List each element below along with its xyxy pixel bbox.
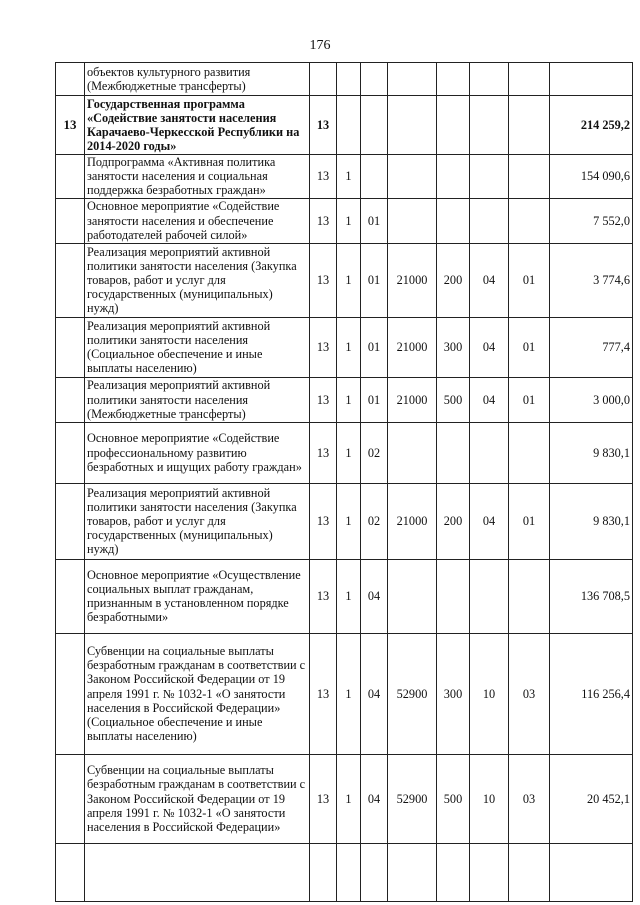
amount-cell xyxy=(550,96,633,155)
section-code-cell xyxy=(470,633,509,754)
subprogram-code-cell xyxy=(337,198,361,243)
expense-type-code: 200 xyxy=(443,514,463,528)
section-code-cell xyxy=(470,754,509,843)
direction-code-cell xyxy=(388,317,437,377)
amount: 9 830,1 xyxy=(593,445,630,460)
row-number-cell xyxy=(56,559,85,633)
subprogram-code: 1 xyxy=(345,169,352,184)
row-number-cell xyxy=(56,843,85,901)
row-name-cell xyxy=(85,754,310,843)
table-row xyxy=(56,243,633,317)
amount: 777,4 xyxy=(602,340,630,354)
expense-type-code-cell xyxy=(437,198,470,243)
amount-cell xyxy=(550,155,633,199)
row-name-cell xyxy=(85,317,310,377)
program-code-cell xyxy=(310,63,337,96)
amount: 20 452,1 xyxy=(586,791,630,806)
row-number-cell xyxy=(56,483,85,559)
row-name-cell xyxy=(85,96,310,155)
amount-cell xyxy=(550,243,633,317)
direction-code: 21000 xyxy=(396,273,428,287)
section-code-cell xyxy=(470,155,509,199)
subsection-code-cell xyxy=(509,317,550,377)
expense-type-code: 500 xyxy=(443,791,463,806)
expense-type-code-cell xyxy=(437,483,470,559)
table-row xyxy=(56,559,633,633)
table-row xyxy=(56,377,633,422)
row-name-cell xyxy=(85,155,310,199)
expense-type-code-cell xyxy=(437,243,470,317)
row-number-cell xyxy=(56,633,85,754)
direction-code-cell xyxy=(388,633,437,754)
row-name: Реализация мероприятий активной политики занятости населения (Закупка товаров, работ и услуг для государственных (муниципальных) нужд) xyxy=(87,485,297,557)
subprogram-code: 1 xyxy=(345,340,352,354)
measure-code-cell xyxy=(361,559,388,633)
section-code-cell xyxy=(470,422,509,483)
program-code-cell xyxy=(310,483,337,559)
direction-code: 21000 xyxy=(396,340,428,354)
subsection-code-cell xyxy=(509,633,550,754)
subprogram-code-cell xyxy=(337,754,361,843)
amount: 3 000,0 xyxy=(593,392,630,407)
row-name: Основное мероприятие «Осуществление социальных выплат гражданам, признанным в установленном порядке безработными» xyxy=(87,567,301,625)
subsection-code: 01 xyxy=(522,392,536,407)
row-name: Основное мероприятие «Содействие занятости населения и обеспечение работодателей рабочей силой» xyxy=(87,199,280,242)
section-code-cell xyxy=(470,243,509,317)
direction-code-cell xyxy=(388,422,437,483)
amount-cell xyxy=(550,198,633,243)
subprogram-code-cell xyxy=(337,243,361,317)
program-code: 13 xyxy=(316,791,330,806)
program-code: 13 xyxy=(316,686,330,701)
section-code-cell xyxy=(470,377,509,422)
row-name-cell xyxy=(85,198,310,243)
subsection-code-cell xyxy=(509,754,550,843)
row-number-cell xyxy=(56,155,85,199)
section-code-cell xyxy=(470,198,509,243)
measure-code-cell xyxy=(361,96,388,155)
row-name: Основное мероприятие «Содействие профессиональному развитию безработных и ищущих работу граждан» xyxy=(87,431,302,474)
measure-code: 01 xyxy=(367,340,381,354)
table-row xyxy=(56,155,633,199)
direction-code-cell xyxy=(388,198,437,243)
program-code-cell xyxy=(310,754,337,843)
measure-code-cell xyxy=(361,633,388,754)
expense-type-code-cell xyxy=(437,422,470,483)
program-code: 13 xyxy=(316,213,330,228)
direction-code-cell xyxy=(388,243,437,317)
amount: 116 256,4 xyxy=(581,686,630,701)
subsection-code-cell xyxy=(509,377,550,422)
section-code: 04 xyxy=(482,340,496,354)
amount-cell xyxy=(550,754,633,843)
subsection-code-cell xyxy=(509,559,550,633)
section-code: 10 xyxy=(482,791,496,806)
program-code: 13 xyxy=(316,445,330,460)
expense-type-code-cell xyxy=(437,96,470,155)
expense-type-code-cell xyxy=(437,377,470,422)
direction-code: 52900 xyxy=(396,791,428,806)
amount-cell xyxy=(550,483,633,559)
row-number-cell xyxy=(56,754,85,843)
table-row xyxy=(56,633,633,754)
amount-cell xyxy=(550,63,633,96)
subsection-code-cell xyxy=(509,63,550,96)
amount: 9 830,1 xyxy=(593,514,630,528)
measure-code: 01 xyxy=(367,392,381,407)
program-code-cell xyxy=(310,243,337,317)
subsection-code-cell xyxy=(509,422,550,483)
direction-code: 21000 xyxy=(396,392,428,407)
row-number-cell xyxy=(56,63,85,96)
subprogram-code-cell xyxy=(337,63,361,96)
row-number-cell xyxy=(56,198,85,243)
table-row xyxy=(56,843,633,901)
row-name-cell xyxy=(85,63,310,96)
row-name: Реализация мероприятий активной политики занятости населения (Социальное обеспечение и иные выплаты населению) xyxy=(87,318,271,376)
program-code-cell xyxy=(310,96,337,155)
program-code-cell xyxy=(310,155,337,199)
measure-code-cell xyxy=(361,422,388,483)
section-code: 04 xyxy=(482,392,496,407)
subprogram-code: 1 xyxy=(345,514,352,528)
row-name-cell xyxy=(85,422,310,483)
amount-cell xyxy=(550,317,633,377)
budget-table xyxy=(55,62,633,902)
subprogram-code-cell xyxy=(337,422,361,483)
measure-code-cell xyxy=(361,377,388,422)
row-name: Реализация мероприятий активной политики занятости населения (Межбюджетные трансферты) xyxy=(87,378,271,421)
measure-code: 01 xyxy=(367,273,381,287)
section-code: 10 xyxy=(482,686,496,701)
table-row xyxy=(56,317,633,377)
subsection-code: 03 xyxy=(522,791,536,806)
amount-cell xyxy=(550,843,633,901)
row-name: Субвенции на социальные выплаты безработным гражданам в соответствии с Законом Российской Федерации от 19 апреля 1991 г. № 1032-1 «О занятости населения в Российской Федерации» (Социальное обеспечение и иные выплаты населению) xyxy=(87,643,306,744)
subsection-code-cell xyxy=(509,243,550,317)
row-name-cell xyxy=(85,843,310,901)
program-code-cell xyxy=(310,843,337,901)
subprogram-code-cell xyxy=(337,155,361,199)
measure-code: 04 xyxy=(367,589,381,603)
measure-code: 01 xyxy=(367,213,381,228)
row-name: объектов культурного развития (Межбюджетные трансферты) xyxy=(87,64,251,93)
expense-type-code-cell xyxy=(437,155,470,199)
subsection-code: 01 xyxy=(522,514,536,528)
section-code-cell xyxy=(470,96,509,155)
direction-code-cell xyxy=(388,96,437,155)
measure-code: 02 xyxy=(367,514,381,528)
direction-code-cell xyxy=(388,377,437,422)
expense-type-code: 200 xyxy=(443,273,463,287)
row-number-cell xyxy=(56,377,85,422)
row-number-cell xyxy=(56,243,85,317)
measure-code-cell xyxy=(361,243,388,317)
subsection-code-cell xyxy=(509,843,550,901)
row-name: Подпрограмма «Активная политика занятости населения и социальная поддержка безработных граждан» xyxy=(87,155,276,198)
subprogram-code-cell xyxy=(337,633,361,754)
section-code-cell xyxy=(470,483,509,559)
table-row xyxy=(56,422,633,483)
subprogram-code: 1 xyxy=(345,686,352,701)
program-code-cell xyxy=(310,559,337,633)
amount-cell xyxy=(550,559,633,633)
expense-type-code-cell xyxy=(437,633,470,754)
table-row xyxy=(56,96,633,155)
subsection-code-cell xyxy=(509,96,550,155)
row-name-cell xyxy=(85,243,310,317)
expense-type-code-cell xyxy=(437,559,470,633)
amount: 3 774,6 xyxy=(593,273,630,287)
program-code: 13 xyxy=(316,340,330,354)
amount: 136 708,5 xyxy=(580,589,630,603)
subprogram-code: 1 xyxy=(345,273,352,287)
row-name-cell xyxy=(85,633,310,754)
expense-type-code-cell xyxy=(437,754,470,843)
program-code: 13 xyxy=(316,514,330,528)
amount: 7 552,0 xyxy=(593,213,630,228)
amount-cell xyxy=(550,633,633,754)
measure-code-cell xyxy=(361,317,388,377)
section-code: 04 xyxy=(482,514,496,528)
subsection-code-cell xyxy=(509,198,550,243)
measure-code: 04 xyxy=(367,686,381,701)
section-code-cell xyxy=(470,317,509,377)
measure-code: 04 xyxy=(367,791,381,806)
subprogram-code: 1 xyxy=(345,445,352,460)
amount: 214 259,2 xyxy=(580,117,630,132)
direction-code: 21000 xyxy=(396,514,428,528)
expense-type-code-cell xyxy=(437,63,470,96)
measure-code-cell xyxy=(361,754,388,843)
subprogram-code: 1 xyxy=(345,392,352,407)
expense-type-code: 500 xyxy=(443,392,463,407)
expense-type-code-cell xyxy=(437,317,470,377)
subprogram-code-cell xyxy=(337,843,361,901)
measure-code-cell xyxy=(361,198,388,243)
program-code: 13 xyxy=(316,169,330,184)
subprogram-code-cell xyxy=(337,96,361,155)
expense-type-code: 300 xyxy=(443,686,463,701)
expense-type-code: 300 xyxy=(443,340,463,354)
subprogram-code: 1 xyxy=(345,213,352,228)
direction-code-cell xyxy=(388,559,437,633)
section-code-cell xyxy=(470,843,509,901)
program-code: 13 xyxy=(316,117,330,132)
row-number: 13 xyxy=(63,116,77,132)
section-code-cell xyxy=(470,559,509,633)
subsection-code-cell xyxy=(509,483,550,559)
direction-code-cell xyxy=(388,483,437,559)
measure-code: 02 xyxy=(367,445,381,460)
program-code-cell xyxy=(310,633,337,754)
measure-code-cell xyxy=(361,483,388,559)
program-code-cell xyxy=(310,198,337,243)
subprogram-code-cell xyxy=(337,559,361,633)
program-code: 13 xyxy=(316,589,330,603)
row-number-cell xyxy=(56,317,85,377)
row-number-cell xyxy=(56,96,85,155)
program-code-cell xyxy=(310,377,337,422)
section-code-cell xyxy=(470,63,509,96)
row-name-cell xyxy=(85,559,310,633)
direction-code-cell xyxy=(388,63,437,96)
row-number-cell xyxy=(56,422,85,483)
direction-code-cell xyxy=(388,843,437,901)
subsection-code: 01 xyxy=(522,273,536,287)
subprogram-code-cell xyxy=(337,317,361,377)
direction-code: 52900 xyxy=(396,686,428,701)
subprogram-code: 1 xyxy=(345,589,352,603)
measure-code-cell xyxy=(361,155,388,199)
expense-type-code-cell xyxy=(437,843,470,901)
row-name-cell xyxy=(85,483,310,559)
amount-cell xyxy=(550,377,633,422)
subprogram-code-cell xyxy=(337,483,361,559)
program-code: 13 xyxy=(316,273,330,287)
row-name: Государственная программа «Содействие занятости населения Карачаево-Черкесской Республики на 2014-2020 годы» xyxy=(87,96,300,154)
subsection-code: 01 xyxy=(522,340,536,354)
subprogram-code: 1 xyxy=(345,791,352,806)
subsection-code-cell xyxy=(509,155,550,199)
amount-cell xyxy=(550,422,633,483)
measure-code-cell xyxy=(361,843,388,901)
measure-code-cell xyxy=(361,63,388,96)
section-code: 04 xyxy=(482,273,496,287)
subprogram-code-cell xyxy=(337,377,361,422)
row-name-cell xyxy=(85,377,310,422)
page-number: 176 xyxy=(309,38,331,53)
program-code: 13 xyxy=(316,392,330,407)
table-row xyxy=(56,63,633,96)
budget-table-body xyxy=(56,63,633,902)
amount: 154 090,6 xyxy=(580,169,630,184)
subsection-code: 03 xyxy=(522,686,536,701)
program-code-cell xyxy=(310,317,337,377)
table-row xyxy=(56,198,633,243)
row-name: Реализация мероприятий активной политики занятости населения (Закупка товаров, работ и услуг для государственных (муниципальных) нужд) xyxy=(87,244,297,316)
program-code-cell xyxy=(310,422,337,483)
direction-code-cell xyxy=(388,155,437,199)
table-row xyxy=(56,483,633,559)
row-name: Субвенции на социальные выплаты безработным гражданам в соответствии с Законом Российской Федерации от 19 апреля 1991 г. № 1032-1 «О занятости населения в Российской Федерации» xyxy=(87,763,306,834)
table-row xyxy=(56,754,633,843)
direction-code-cell xyxy=(388,754,437,843)
